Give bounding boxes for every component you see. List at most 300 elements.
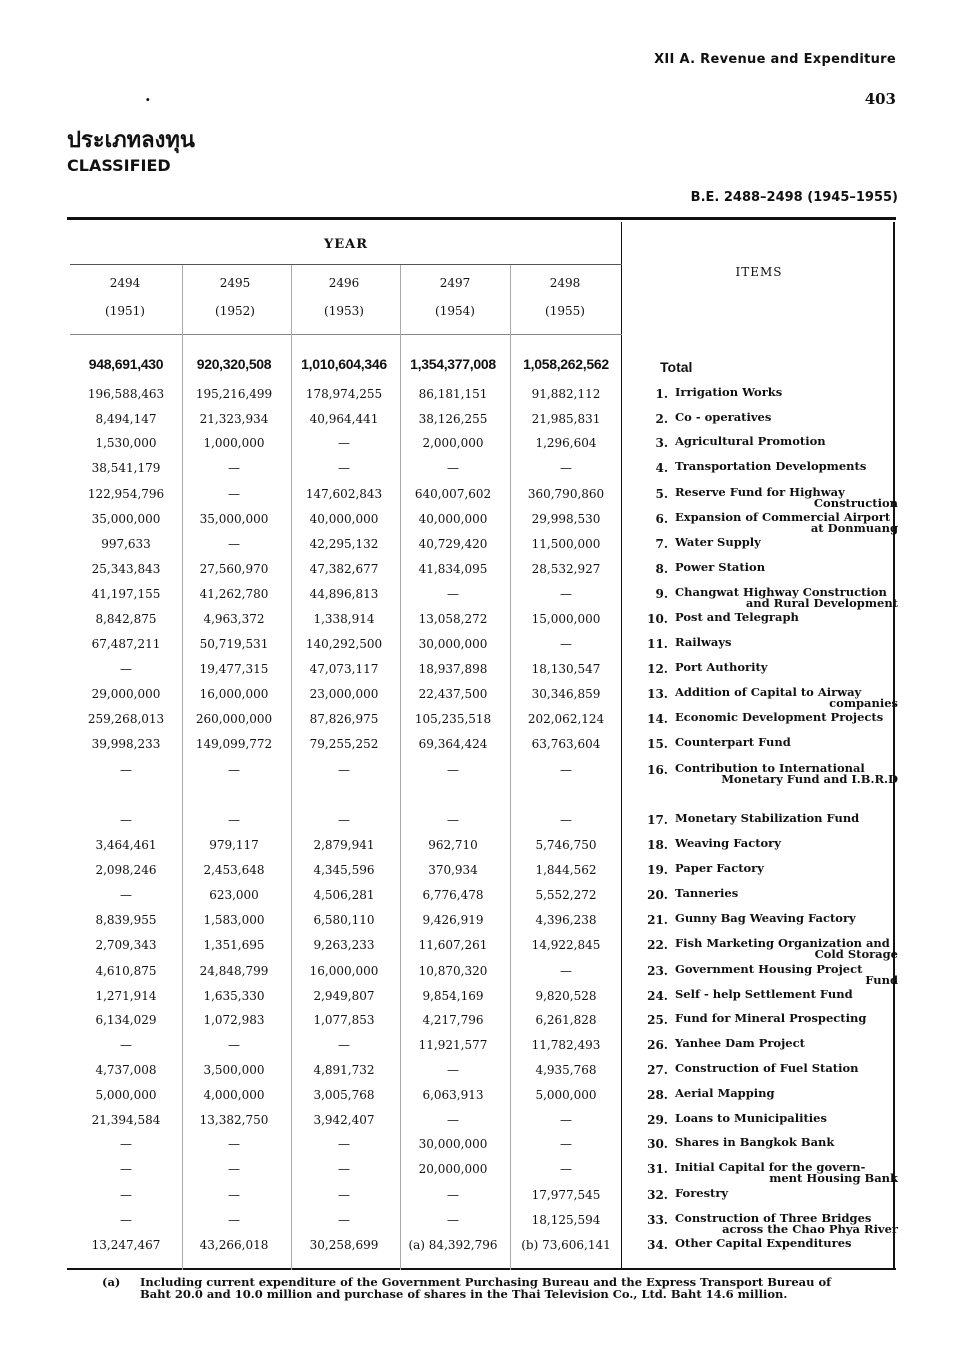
value-cell: — [120,1188,132,1202]
value-cell: 360,790,860 [527,487,605,501]
value-cell: 122,954,796 [87,487,165,501]
year-header: YEAR [323,237,369,252]
item-number: 28. [647,1088,668,1102]
table-row [70,1185,896,1209]
value-cell: — [560,461,572,475]
value-cell: — [228,1038,240,1052]
item-label [675,1038,900,1049]
value-cell: — [560,1113,572,1127]
value-cell: 4,396,238 [535,913,597,927]
value-cell: 18,937,898 [418,662,488,676]
value-cell: 9,820,528 [535,989,597,1003]
value-cell: 30,000,000 [418,637,488,651]
value-cell: 178,974,255 [305,387,383,401]
value-cell: 196,588,463 [87,387,165,401]
footnote-tag: (a) [102,1275,121,1289]
value-cell: 21,394,584 [91,1113,161,1127]
item-label-line1: Construction of Three Bridges [675,1211,872,1225]
value-cell: 4,737,008 [95,1063,157,1077]
item-label [675,913,900,924]
item-number: 22. [647,938,668,952]
value-cell: — [338,436,350,450]
item-label-line2: Monetary Fund and I.B.R.D [721,772,898,786]
item-label [675,737,900,748]
value-cell: 16,000,000 [309,964,379,978]
item-number: 23. [647,964,668,978]
value-cell: 41,197,155 [91,587,161,601]
item-label-line1: Changwat Highway Construction [675,585,887,599]
item-number: 6. [655,512,668,526]
item-number: 4. [655,461,668,475]
item-label-line1: Loans to Municipalities [675,1111,827,1125]
value-cell: 1,635,330 [203,989,265,1003]
value-cell: 30,258,699 [309,1238,379,1252]
item-label [675,687,900,709]
item-label-line2: Fund [865,973,898,987]
item-label [675,487,900,509]
value-cell: 4,891,732 [313,1063,375,1077]
table-row [70,634,896,658]
item-label [675,1238,900,1249]
item-label-line2: Cold Storage [814,947,898,961]
item-label-line1: Monetary Stabilization Fund [675,811,860,825]
value-cell: 23,000,000 [309,687,379,701]
col-year-ce: (1955) [545,304,585,318]
value-cell: 6,776,478 [422,888,484,902]
value-cell: — [447,813,459,827]
item-number: 11. [647,637,668,651]
item-label-line1: Forestry [675,1186,729,1200]
value-cell: 1,077,853 [313,1013,375,1027]
footnote [102,1275,905,1301]
item-label-line2: companies [829,696,898,710]
value-cell: 14,922,845 [531,938,601,952]
value-cell: 29,998,530 [531,512,601,526]
value-cell: 4,935,768 [535,1063,597,1077]
value-cell: 20,000,000 [418,1162,488,1176]
value-cell: 1,296,604 [535,436,597,450]
value-cell: 1,844,562 [535,863,597,877]
table-row [70,910,896,934]
value-cell: 38,541,179 [91,461,161,475]
item-label-line1: Reserve Fund for Highway [675,485,845,499]
value-cell: 44,896,813 [309,587,379,601]
value-cell: — [338,1162,350,1176]
table-row [70,684,896,708]
item-label-line1: Construction of Fuel Station [675,1061,859,1075]
item-number: 12. [647,662,668,676]
table-row [70,458,896,482]
item-label-line1: Fish Marketing Organization and [675,936,890,950]
item-number: 20. [647,888,668,902]
value-cell: (a) 84,392,796 [408,1238,498,1252]
value-cell: 13,247,467 [91,1238,161,1252]
total-label: Total [660,359,693,375]
value-cell: — [120,813,132,827]
value-cell: 640,007,602 [414,487,492,501]
table-row [70,409,896,433]
item-label-line1: Paper Factory [675,861,764,875]
value-cell: 5,000,000 [535,1088,597,1102]
value-cell: 42,295,132 [309,537,379,551]
item-label [675,1088,900,1099]
item-number: 18. [647,838,668,852]
item-number: 1. [655,387,668,401]
col-year-be: 2498 [549,276,581,290]
item-number: 19. [647,863,668,877]
item-number: 15. [647,737,668,751]
value-cell: 149,099,772 [195,737,273,751]
value-cell: 5,746,750 [535,838,597,852]
table-row [70,1035,896,1059]
table-row [70,885,896,909]
value-cell: — [338,813,350,827]
value-cell: — [447,763,459,777]
value-cell: 50,719,531 [199,637,269,651]
value-cell: — [228,1162,240,1176]
value-cell: 41,262,780 [199,587,269,601]
item-number: 24. [647,989,668,1003]
item-label [675,863,900,874]
value-cell: 87,826,975 [309,712,379,726]
item-label-line1: Addition of Capital to Airway [675,685,862,699]
value-cell: 2,709,343 [95,938,157,952]
item-number: 30. [647,1137,668,1151]
value-cell: — [338,1213,350,1227]
items-header: ITEMS [735,265,783,279]
item-label [675,1162,900,1184]
item-label [675,1213,900,1235]
value-cell: 5,552,272 [535,888,597,902]
value-cell: — [120,888,132,902]
item-label-line1: Self - help Settlement Fund [675,987,853,1001]
page-number: 403 [864,90,896,108]
item-label-line1: Post and Telegraph [675,610,799,624]
value-cell: — [447,461,459,475]
total-cell: 948,691,430 [88,356,164,372]
table-row [70,709,896,733]
item-label-line2: at Donmuang [810,521,898,535]
item-label [675,461,900,472]
value-cell: 27,560,970 [199,562,269,576]
footnote-line-2: Baht 20.0 and 10.0 million and purchase of shares in the Thai Television Co., Ltd. Baht 14.6 million. [140,1287,788,1301]
value-cell: 9,426,919 [422,913,484,927]
value-cell: 21,323,934 [199,412,269,426]
item-label [675,1137,900,1148]
item-label-line1: Economic Development Projects [675,710,884,724]
value-cell: — [228,1137,240,1151]
item-label-line1: Contribution to International [675,761,865,775]
value-cell: 40,964,441 [309,412,379,426]
value-cell: 22,437,500 [418,687,488,701]
value-cell: — [228,1213,240,1227]
table-top-rule [67,217,896,220]
total-cell: 1,354,377,008 [410,356,496,372]
item-label [675,1013,900,1024]
value-cell: — [560,1162,572,1176]
value-cell: 24,848,799 [199,964,269,978]
value-cell: 47,382,677 [309,562,379,576]
item-label-line1: Railways [675,635,732,649]
value-cell: 40,729,420 [418,537,488,551]
item-label-line1: Co - operatives [675,410,772,424]
thai-title: ประเภทลงทุน [67,128,195,153]
total-cell: 1,010,604,346 [301,356,387,372]
item-label [675,512,900,534]
value-cell: 13,058,272 [418,612,488,626]
item-label [675,637,900,648]
value-cell: — [228,813,240,827]
value-cell: 195,216,499 [195,387,273,401]
value-cell: 35,000,000 [91,512,161,526]
value-cell: 29,000,000 [91,687,161,701]
value-cell: 40,000,000 [309,512,379,526]
value-cell: 2,949,807 [313,989,375,1003]
value-cell: — [120,1137,132,1151]
item-label [675,888,900,899]
item-number: 9. [655,587,668,601]
value-cell: 259,268,013 [87,712,165,726]
value-cell: 962,710 [428,838,478,852]
value-cell: 105,235,518 [414,712,492,726]
value-cell: 38,126,255 [418,412,488,426]
table-row [70,384,896,408]
value-cell: 41,834,095 [418,562,488,576]
item-number: 33. [647,1213,668,1227]
item-label [675,662,900,673]
value-cell: 140,292,500 [305,637,383,651]
value-cell: — [120,1038,132,1052]
table-row [70,1110,896,1134]
table-row [70,609,896,633]
item-number: 14. [647,712,668,726]
value-cell: — [560,763,572,777]
value-cell: 147,602,843 [305,487,383,501]
item-label [675,436,900,447]
table-row [70,433,896,457]
item-label-line1: Port Authority [675,660,768,674]
item-label [675,412,900,423]
table-row [70,810,896,834]
value-cell: — [560,637,572,651]
value-cell: 2,879,941 [313,838,375,852]
table-row [70,1235,896,1259]
value-cell: 47,073,117 [309,662,379,676]
item-label-line2: Construction [813,496,898,510]
value-cell: 11,607,261 [418,938,488,952]
col-year-ce: (1952) [215,304,255,318]
item-number: 34. [647,1238,668,1252]
item-number: 17. [647,813,668,827]
value-cell: 40,000,000 [418,512,488,526]
table-row [70,860,896,884]
item-label-line2: across the Chao Phya River [722,1222,898,1236]
section-heading: XII A. Revenue and Expenditure [654,52,896,67]
table-row [70,986,896,1010]
col-year-be: 2494 [109,276,141,290]
item-label-line1: Weaving Factory [675,836,781,850]
value-cell: 11,500,000 [531,537,601,551]
value-cell: — [338,1137,350,1151]
item-label [675,712,900,723]
value-cell: 2,453,648 [203,863,265,877]
table-row [70,835,896,859]
value-cell: 9,854,169 [422,989,484,1003]
value-cell: 63,763,604 [531,737,601,751]
value-cell: — [338,1188,350,1202]
table-row [70,935,896,959]
table-row [70,659,896,683]
table-row [70,484,896,508]
value-cell: 623,000 [209,888,259,902]
value-cell: 18,125,594 [531,1213,601,1227]
item-label-line1: Tanneries [675,886,739,900]
item-label [675,938,900,960]
year-rule [70,264,622,265]
stray-mark: . [145,86,151,105]
value-cell: — [560,964,572,978]
value-cell: — [228,537,240,551]
total-cell: 1,058,262,562 [523,356,609,372]
value-cell: — [338,461,350,475]
value-cell: (b) 73,606,141 [521,1238,611,1252]
value-cell: 1,271,914 [95,989,157,1003]
value-cell: 3,005,768 [313,1088,375,1102]
value-cell: 91,882,112 [531,387,601,401]
value-cell: 1,072,983 [203,1013,265,1027]
value-cell: 35,000,000 [199,512,269,526]
value-cell: 8,842,875 [95,612,157,626]
value-cell: 4,217,796 [422,1013,484,1027]
table-row [70,534,896,558]
value-cell: 17,977,545 [531,1188,601,1202]
item-number: 21. [647,913,668,927]
item-label-line2: and Rural Development [745,596,898,610]
value-cell: — [228,461,240,475]
value-cell: 11,782,493 [531,1038,601,1052]
value-cell: 1,583,000 [203,913,265,927]
value-cell: 9,263,233 [313,938,375,952]
item-number: 29. [647,1113,668,1127]
item-label-line2: ment Housing Bank [769,1171,898,1185]
value-cell: 2,000,000 [422,436,484,450]
table-row [70,1060,896,1084]
value-cell: — [338,763,350,777]
value-cell: 6,134,029 [95,1013,157,1027]
value-cell: 28,532,927 [531,562,601,576]
table-row [70,1210,896,1234]
item-number: 3. [655,436,668,450]
value-cell: 1,530,000 [95,436,157,450]
item-number: 10. [647,612,668,626]
value-cell: 16,000,000 [199,687,269,701]
item-label-line1: Counterpart Fund [675,735,791,749]
item-label-line1: Other Capital Expenditures [675,1236,852,1250]
value-cell: 4,000,000 [203,1088,265,1102]
table-row [70,760,896,784]
value-cell: 4,963,372 [203,612,265,626]
value-cell: — [228,1188,240,1202]
table-row [70,1134,896,1158]
col-year-ce: (1953) [324,304,364,318]
table-row [70,1010,896,1034]
item-number: 7. [655,537,668,551]
item-number: 27. [647,1063,668,1077]
header-bottom-rule [70,334,622,335]
item-label [675,587,900,609]
value-cell: — [120,1213,132,1227]
item-label [675,612,900,623]
value-cell: 39,998,233 [91,737,161,751]
value-cell: — [120,662,132,676]
item-number: 5. [655,487,668,501]
item-label-line1: Government Housing Project [675,962,863,976]
value-cell: — [447,1113,459,1127]
value-cell: 6,063,913 [422,1088,484,1102]
value-cell: — [228,487,240,501]
value-cell: 3,942,407 [313,1113,375,1127]
item-label-line1: Transportation Developments [675,459,867,473]
value-cell: 8,494,147 [95,412,157,426]
item-number: 13. [647,687,668,701]
classified-title: CLASSIFIED [67,156,171,175]
table-row [70,1159,896,1183]
col-year-be: 2495 [219,276,251,290]
item-label [675,838,900,849]
table-row [70,734,896,758]
value-cell: 2,098,246 [95,863,157,877]
value-cell: — [447,1063,459,1077]
item-label-line1: Initial Capital for the govern- [675,1160,866,1174]
item-number: 26. [647,1038,668,1052]
value-cell: 1,338,914 [313,612,375,626]
value-cell: 10,870,320 [418,964,488,978]
value-cell: 25,343,843 [91,562,161,576]
value-cell: — [447,1213,459,1227]
item-label [675,964,900,986]
item-label [675,1188,900,1199]
table-row [70,559,896,583]
value-cell: — [447,587,459,601]
item-label-line1: Agricultural Promotion [675,434,826,448]
value-cell: 8,839,955 [95,913,157,927]
item-label [675,989,900,1000]
col-year-ce: (1951) [105,304,145,318]
total-row [70,354,896,378]
col-year-be: 2496 [328,276,360,290]
value-cell: 370,934 [428,863,478,877]
value-cell: 6,580,110 [313,913,375,927]
value-cell: 5,000,000 [95,1088,157,1102]
table-row [70,584,896,608]
item-label [675,1063,900,1074]
item-number: 25. [647,1013,668,1027]
value-cell: — [120,763,132,777]
value-cell: 30,000,000 [418,1137,488,1151]
item-label-line1: Shares in Bangkok Bank [675,1135,835,1149]
item-number: 31. [647,1162,668,1176]
item-label-line1: Water Supply [675,535,761,549]
value-cell: 13,382,750 [199,1113,269,1127]
value-cell: — [338,1038,350,1052]
item-label-line1: Power Station [675,560,766,574]
item-number: 16. [647,763,668,777]
value-cell: — [447,1188,459,1202]
item-label-line1: Irrigation Works [675,385,783,399]
item-number: 32. [647,1188,668,1202]
total-cell: 920,320,508 [196,356,272,372]
value-cell: 21,985,831 [531,412,601,426]
